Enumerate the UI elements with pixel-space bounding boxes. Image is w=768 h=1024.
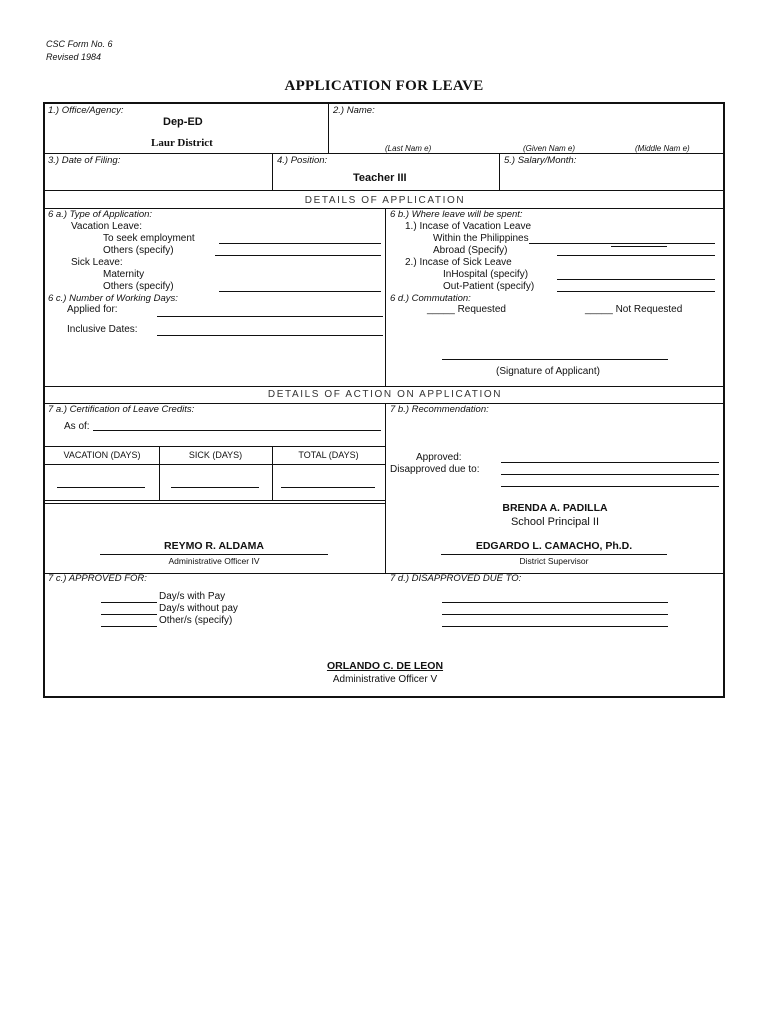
disapproved-for-label: 7 d.) DISAPPROVED DUE TO: xyxy=(390,573,522,584)
approved-line[interactable] xyxy=(501,462,719,463)
abroad-line[interactable] xyxy=(557,255,715,256)
divider xyxy=(45,573,725,574)
divider xyxy=(385,208,386,386)
maternity-label: Maternity xyxy=(103,269,145,280)
leave-form xyxy=(43,102,725,698)
position-label: 4.) Position: xyxy=(277,155,328,166)
officer-name: REYMO R. ALDAMA xyxy=(164,540,264,552)
final-approver-title: Administrative Officer V xyxy=(332,674,438,685)
col-total: TOTAL (DAYS) xyxy=(298,450,359,460)
supervisor-name: EDGARDO L. CAMACHO, Ph.D. xyxy=(475,540,633,552)
form-number: CSC Form No. 6 xyxy=(46,39,113,49)
disapproved-line-1[interactable] xyxy=(501,474,719,475)
district-value: Laur District xyxy=(151,137,213,149)
approved-label: Approved: xyxy=(416,452,462,463)
others-specify-sick-label: Others (specify) xyxy=(103,281,174,292)
applied-for-line[interactable] xyxy=(157,316,383,317)
inclusive-dates-line[interactable] xyxy=(157,335,383,336)
seek-employment-line[interactable] xyxy=(219,243,381,244)
position-value: Teacher III xyxy=(353,172,407,184)
name-label: 2.) Name: xyxy=(333,105,375,116)
vacation-days-line[interactable] xyxy=(57,487,145,488)
recommendation-label: 7 b.) Recommendation: xyxy=(390,404,489,415)
officer-title: Administrative Officer IV xyxy=(168,556,260,566)
divider xyxy=(45,190,725,191)
revision-note: Revised 1984 xyxy=(46,52,102,62)
others-specify-sick-line[interactable] xyxy=(219,291,381,292)
col-vacation: VACATION (DAYS) xyxy=(63,450,141,460)
others-line[interactable] xyxy=(101,626,157,627)
out-patient-line[interactable] xyxy=(557,291,715,292)
in-hospital-line[interactable] xyxy=(557,279,715,280)
total-days-line[interactable] xyxy=(281,487,375,488)
seek-employment-label: To seek employment xyxy=(103,233,195,244)
days-without-pay-label: Day/s without pay xyxy=(159,603,238,614)
divider xyxy=(499,153,500,190)
last-name-caption: (Last Nam e) xyxy=(385,144,432,153)
section-title-action: DETAILS OF ACTION ON APPLICATION xyxy=(267,389,503,400)
as-of-label: As of: xyxy=(64,421,90,432)
others-specify-line[interactable] xyxy=(215,255,381,256)
principal-title: School Principal II xyxy=(510,516,600,528)
divider xyxy=(328,104,329,154)
date-filing-label: 3.) Date of Filing: xyxy=(48,155,121,166)
signature-line[interactable] xyxy=(442,359,668,360)
not-requested-option[interactable]: _____ Not Requested xyxy=(585,304,683,315)
where-spent-label: 6 b.) Where leave will be spent: xyxy=(390,209,523,220)
table-border xyxy=(45,464,385,465)
given-name-caption: (Given Nam e) xyxy=(523,144,576,153)
commutation-label: 6 d.) Commutation: xyxy=(390,293,471,304)
office-label: 1.) Office/Agency: xyxy=(48,105,124,116)
days-without-pay-line[interactable] xyxy=(101,614,157,615)
divider xyxy=(45,153,725,154)
days-with-pay-line[interactable] xyxy=(101,602,157,603)
disapproved-line-2[interactable] xyxy=(501,486,719,487)
disapproved-reason-line-2[interactable] xyxy=(442,614,668,615)
within-philippines-label: Within the Philippines xyxy=(433,233,529,244)
as-of-line[interactable] xyxy=(93,430,381,431)
table-border xyxy=(272,446,273,500)
disapproved-reason-line-3[interactable] xyxy=(442,626,668,627)
disapproved-reason-line-1[interactable] xyxy=(442,602,668,603)
signature-caption: (Signature of Applicant) xyxy=(496,366,600,377)
approved-for-label: 7 c.) APPROVED FOR: xyxy=(48,573,147,584)
working-days-label: 6 c.) Number of Working Days: xyxy=(48,293,178,304)
office-value: Dep-ED xyxy=(163,116,203,128)
divider xyxy=(272,153,273,190)
incase-vacation-label: 1.) Incase of Vacation Leave xyxy=(405,221,532,232)
requested-option[interactable]: _____ Requested xyxy=(427,304,506,315)
middle-name-caption: (Middle Nam e) xyxy=(635,144,690,153)
vacation-leave-label: Vacation Leave: xyxy=(71,221,142,232)
in-hospital-label: InHospital (specify) xyxy=(443,269,529,280)
divider xyxy=(385,403,386,573)
supervisor-signature-line xyxy=(441,554,667,555)
table-border xyxy=(45,503,385,504)
type-application-label: 6 a.) Type of Application: xyxy=(48,209,153,220)
salary-label: 5.) Salary/Month: xyxy=(504,155,577,166)
inclusive-dates-label: Inclusive Dates: xyxy=(67,324,138,335)
others-label: Other/s (specify) xyxy=(159,615,233,626)
certification-label: 7 a.) Certification of Leave Credits: xyxy=(48,404,195,415)
divider xyxy=(45,386,725,387)
abroad-label: Abroad (Specify) xyxy=(433,245,508,256)
final-approver-name: ORLANDO C. DE LEON xyxy=(326,660,444,672)
within-philippines-line[interactable] xyxy=(529,243,715,244)
section-title-application: DETAILS OF APPLICATION xyxy=(304,195,466,206)
officer-signature-line xyxy=(100,554,328,555)
sick-leave-label: Sick Leave: xyxy=(71,257,123,268)
out-patient-label: Out-Patient (specify) xyxy=(443,281,535,292)
table-border xyxy=(45,500,385,501)
col-sick: SICK (DAYS) xyxy=(188,450,243,460)
days-with-pay-label: Day/s with Pay xyxy=(159,591,226,602)
incase-sick-label: 2.) Incase of Sick Leave xyxy=(405,257,512,268)
supervisor-title: District Supervisor xyxy=(519,556,589,566)
table-border xyxy=(159,446,160,500)
within-philippines-subline xyxy=(611,246,667,247)
page-title: APPLICATION FOR LEAVE xyxy=(284,78,484,94)
disapproved-due-label: Disapproved due to: xyxy=(390,464,480,475)
table-border xyxy=(45,446,385,447)
others-specify-label: Others (specify) xyxy=(103,245,174,256)
applied-for-label: Applied for: xyxy=(67,304,118,315)
sick-days-line[interactable] xyxy=(171,487,259,488)
principal-name: BRENDA A. PADILLA xyxy=(502,502,608,514)
